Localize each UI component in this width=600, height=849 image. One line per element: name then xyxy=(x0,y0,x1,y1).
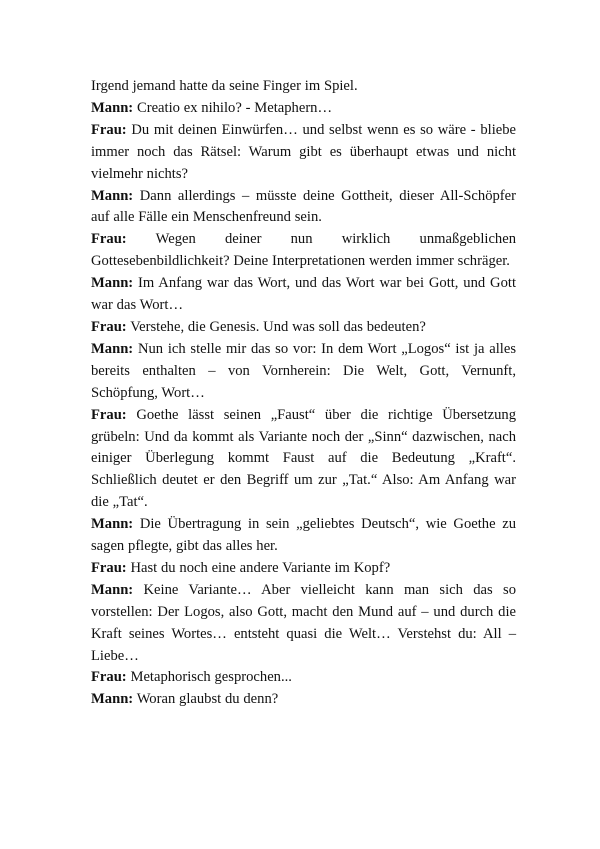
line-text: Goethe lässt seinen „Faust“ über die richtige Übersetzung grübeln: Und da kommt als Variante noch der „Sinn“ dazwischen, nach einiger Überlegung kommt Faust auf die Bedeutung „Kraft“. Schließlich deutet er den Begriff um zur „Tat.“ Also: Am Anfang war die „Tat“. xyxy=(91,406,516,511)
line-text: Nun ich stelle mir das so vor: In dem Wort „Logos“ ist ja alles bereits enthalten – von Vornherein: Die Welt, Gott, Vernunft, Schöpfung, Wort… xyxy=(91,340,517,401)
line-text: Hast du noch eine andere Variante im Kopf? xyxy=(130,559,391,576)
dialogue-line xyxy=(91,273,516,317)
dialogue-line xyxy=(91,229,516,273)
line-text: Metaphorisch gesprochen... xyxy=(130,669,292,686)
line-text: Die Übertragung in sein „geliebtes Deutsch“, wie Goethe zu sagen pflegte, gibt das alles her. xyxy=(91,516,516,555)
dialogue-line xyxy=(91,580,516,668)
dialogue-line xyxy=(91,120,516,186)
line-text: Creatio ex nihilo? - Metaphern… xyxy=(136,99,333,116)
speaker-label: Frau: xyxy=(91,121,127,138)
speaker-label: Frau: xyxy=(91,231,127,248)
dialogue-line xyxy=(91,98,516,120)
line-text: Woran glaubst du denn? xyxy=(136,691,279,708)
speaker-label: Frau: xyxy=(91,406,127,423)
dialogue-line xyxy=(91,689,516,711)
speaker-label: Mann: xyxy=(91,581,134,598)
speaker-label: Mann: xyxy=(91,275,134,292)
dialogue-line xyxy=(91,186,516,230)
speaker-label: Mann: xyxy=(91,340,134,357)
dialogue-line xyxy=(91,317,516,339)
speaker-label: Mann: xyxy=(91,691,134,708)
speaker-label: Frau: xyxy=(91,669,127,686)
line-text: Du mit deinen Einwürfen… und selbst wenn es so wäre - bliebe immer noch das Rätsel: Warum gibt es überhaupt etwas und nicht vielmehr nichts? xyxy=(91,121,517,182)
line-text: Wegen deiner nun wirklich unmaßgeblichen Gottesebenbildlichkeit? Deine Interpretationen werden immer schräger. xyxy=(91,231,516,270)
dialogue-line xyxy=(91,339,516,405)
speaker-label: Mann: xyxy=(91,187,134,204)
dialogue-line xyxy=(91,514,516,558)
line-text: Dann allerdings – müsste deine Gottheit, dieser All-Schöpfer auf alle Fälle ein Menschenfreund sein. xyxy=(91,187,517,226)
speaker-label: Mann: xyxy=(91,516,134,533)
dialogue-line xyxy=(91,558,516,580)
dialogue-line xyxy=(91,667,516,689)
speaker-label: Mann: xyxy=(91,99,134,116)
line-text: Im Anfang war das Wort, und das Wort war bei Gott, und Gott war das Wort… xyxy=(91,275,516,314)
speaker-label: Frau: xyxy=(91,318,127,335)
narration-line xyxy=(91,76,516,98)
line-text: Verstehe, die Genesis. Und was soll das bedeuten? xyxy=(130,318,426,335)
speaker-label: Frau: xyxy=(91,559,127,576)
dialogue-line xyxy=(91,405,516,515)
line-text: Irgend jemand hatte da seine Finger im Spiel. xyxy=(91,78,358,94)
dialogue-text-block xyxy=(91,76,516,711)
line-text: Keine Variante… Aber vielleicht kann man sich das so vorstellen: Der Logos, also Gott, macht den Mund auf – und durch die Kraft seines Wortes… entsteht quasi die Welt… Verstehst du: All – Liebe… xyxy=(91,581,516,664)
